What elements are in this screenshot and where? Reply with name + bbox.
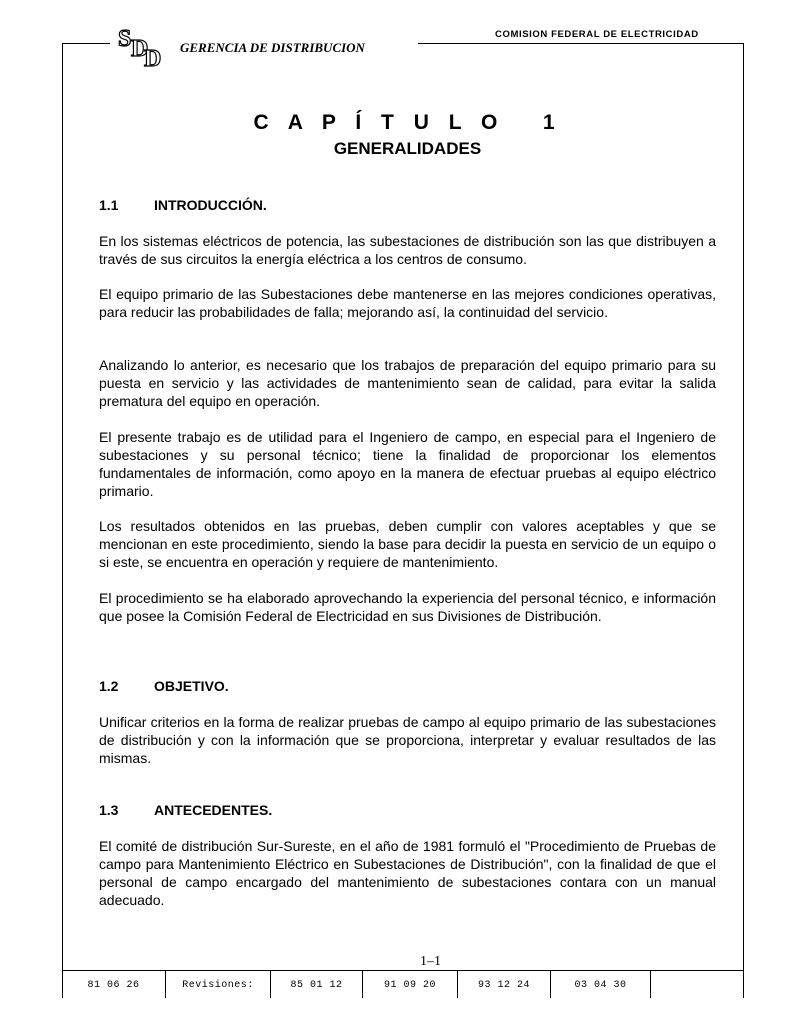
svg-text:D: D — [144, 46, 162, 68]
paragraph: En los sistemas eléctricos de potencia, las subestaciones de distribución son las que distribuyen a través de sus circuitos la energía eléctrica a los centros de consumo. — [99, 233, 716, 267]
svg-text:S: S — [118, 26, 132, 52]
section-number: 1.2 — [99, 678, 119, 694]
footer-revisions-label: Revisiones: — [182, 980, 254, 991]
paragraph: El equipo primario de las Subestaciones debe mantenerse en las mejores condiciones operativas, para reducir las probabilidades de falla; mejorando así, la continuidad del servicio. — [99, 286, 716, 320]
chapter-title: C A P Í T U L O 1 — [253, 111, 562, 134]
page-number: 1–1 — [420, 954, 441, 969]
department-name: GERENCIA DE DISTRIBUCION — [180, 40, 365, 55]
header-rule-left — [62, 43, 110, 44]
footer-revision: 93 12 24 — [477, 980, 530, 991]
paragraph: El comité de distribución Sur-Sureste, en el año de 1981 formuló el "Procedimiento de Pruebas de campo para Mantenimiento Eléctrico en Subestaciones de Distribución", con la finalidad de que el personal de campo encargado del mantenimiento de subestaciones contara con un manual adecuado. — [99, 838, 716, 908]
footer-revision: 03 04 30 — [574, 980, 627, 991]
section-heading-objetivo — [99, 678, 229, 694]
header-rule-right — [418, 43, 744, 44]
section-title: INTRODUCCIÓN. — [154, 197, 267, 213]
footer-date: 81 06 26 — [87, 980, 140, 991]
paragraph: Analizando lo anterior, es necesario que los trabajos de preparación del equipo primario para su puesta en servicio y las actividades de mantenimiento sean de calidad, para evitar la salida prematura del equipo en operación. — [99, 357, 716, 409]
right-border-bottom — [743, 213, 744, 998]
section-number: 1.1 — [99, 197, 119, 213]
footer-revision: 85 01 12 — [290, 980, 343, 991]
section-title: ANTECEDENTES. — [154, 802, 273, 818]
paragraph: El procedimiento se ha elaborado aprovechando la experiencia del personal técnico, e información que posee la Comisión Federal de Electricidad en sus Divisiones de Distribución. — [99, 590, 716, 624]
section-heading-introduccion — [99, 197, 267, 213]
organization-name: COMISION FEDERAL DE ELECTRICIDAD — [495, 29, 699, 40]
paragraph: Los resultados obtenidos en las pruebas, deben cumplir con valores aceptables y que se mencionan en este procedimiento, siendo la base para decidir la puesta en servicio de un equipo o si este, se encuentra en operación y requiere de mantenimiento. — [99, 518, 716, 570]
footer-divider — [650, 970, 651, 998]
svg-text:D: D — [131, 36, 149, 62]
paragraph: Unificar criterios en la forma de realizar pruebas de campo al equipo primario de las subestaciones de distribución y con la información que se proporciona, interpretar y evaluar resultados de las mismas. — [99, 714, 716, 766]
footer-revision: 91 09 20 — [383, 980, 436, 991]
chapter-subtitle: GENERALIDADES — [333, 139, 482, 158]
sdd-logo — [117, 22, 169, 68]
left-border — [62, 43, 63, 998]
section-heading-antecedentes — [99, 802, 272, 818]
section-number: 1.3 — [99, 802, 119, 818]
paragraph: El presente trabajo es de utilidad para el Ingeniero de campo, en especial para el Ingeniero de subestaciones y su personal técnico; tiene la finalidad de proporcionar los elementos fundamentales de información, como apoyo en la manera de efectuar pruebas al equipo eléctrico primario. — [99, 429, 716, 499]
section-title: OBJETIVO. — [154, 678, 229, 694]
